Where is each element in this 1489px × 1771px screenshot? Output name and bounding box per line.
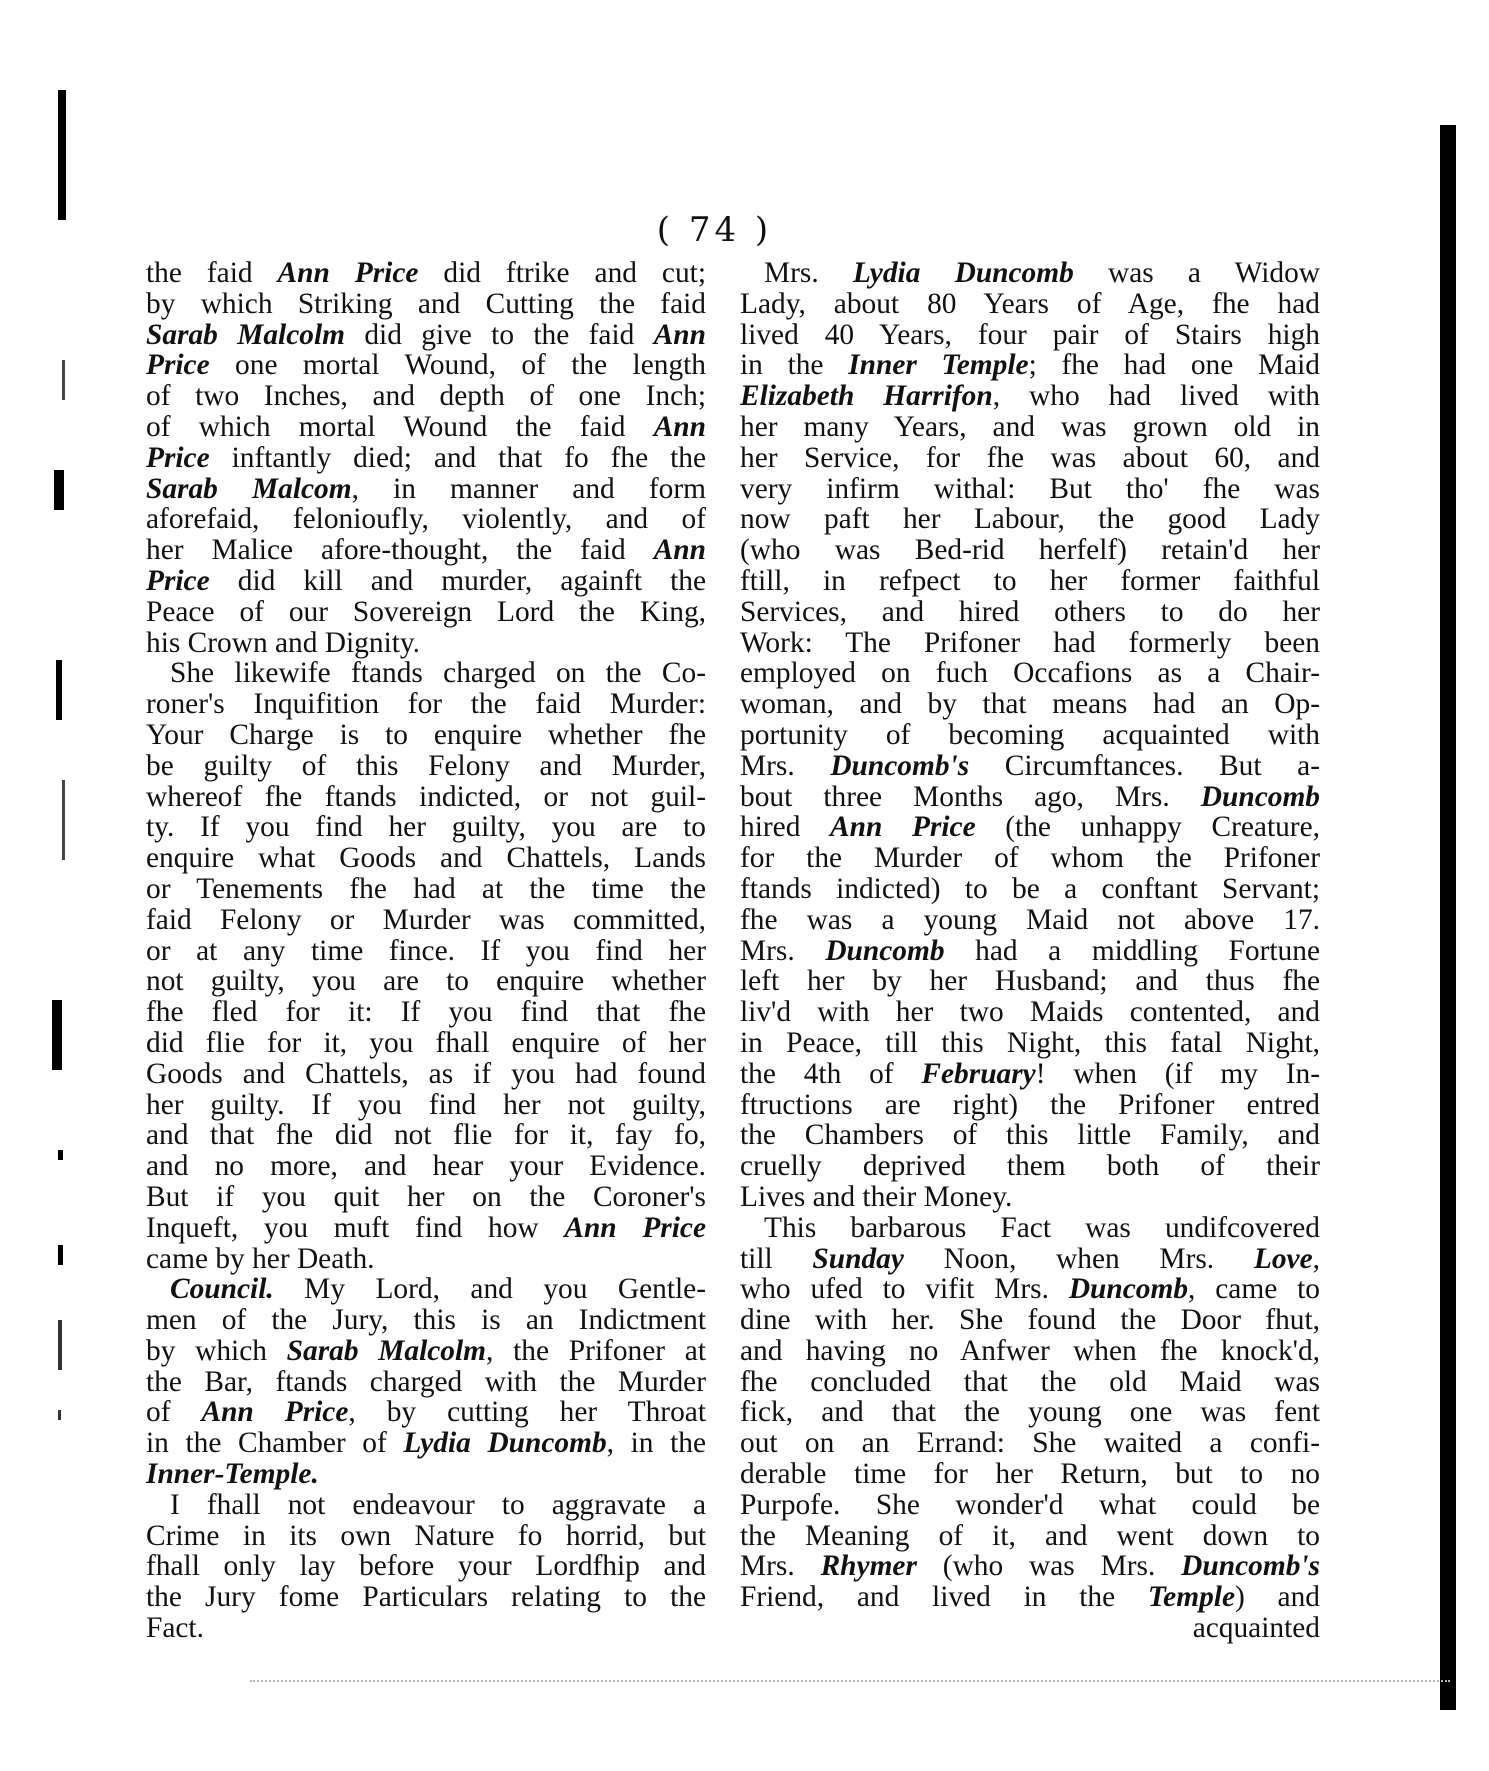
text-line: bout three Months ago, Mrs. Duncomb	[740, 780, 1320, 813]
text-line: I fhall not endeavour to aggravate a	[170, 1488, 706, 1521]
text-line: the Chambers of this little Family, and	[740, 1119, 1320, 1152]
scan-bottom-noise	[250, 1680, 1450, 1686]
text-line: Mrs. Lydia Duncomb was a Widow	[764, 257, 1320, 289]
text-line: woman, and by that means had an Op-	[740, 688, 1320, 721]
right-column	[740, 258, 1320, 1644]
text-line: liv'd with her two Maids contented, and	[740, 996, 1320, 1029]
text-line: aforefaid, felonioufly, violently, and of	[146, 503, 706, 536]
text-line: her Service, for fhe was about 60, and	[740, 441, 1320, 474]
text-line: derable time for her Return, but to no	[740, 1458, 1320, 1491]
text-line: her many Years, and was grown old in	[740, 410, 1320, 443]
text-line: Mrs. Duncomb had a middling Fortune	[740, 934, 1320, 967]
text-line: enquire what Goods and Chattels, Lands	[146, 842, 706, 875]
text-line: Inqueft, you muft find how Ann Price	[146, 1211, 706, 1244]
text-line: ftands indicted) to be a conftant Servant;	[740, 872, 1320, 905]
text-line: fhe was a young Maid not above 17.	[740, 903, 1320, 936]
text-line: fhe fled for it: If you find that fhe	[146, 996, 706, 1029]
text-line: his Crown and Dignity.	[146, 626, 421, 659]
text-line: who ufed to vifit Mrs. Duncomb, came to	[740, 1273, 1321, 1306]
text-line: and that fhe did not flie for it, fay fo,	[146, 1119, 706, 1152]
text-line: lived 40 Years, four pair of Stairs high	[740, 318, 1320, 351]
text-line: be guilty of this Felony and Murder,	[146, 749, 706, 782]
text-line: men of the Jury, this is an Indictment	[146, 1304, 706, 1337]
text-line: her Malice afore-thought, the faid Ann	[146, 534, 706, 567]
text-line: and no more, and hear your Evidence.	[146, 1150, 706, 1183]
page-number: ( 74 )	[656, 210, 773, 250]
text-line: cruelly deprived them both of their	[740, 1150, 1320, 1183]
text-line: fick, and that the young one was fent	[740, 1396, 1320, 1429]
text-line: roner's Inquifition for the faid Murder:	[146, 688, 706, 721]
text-line: Price did kill and murder, againft the	[146, 564, 706, 597]
text-line: the Jury fome Particulars relating to the	[146, 1581, 706, 1614]
text-line: till Sunday Noon, when Mrs. Love,	[740, 1242, 1320, 1275]
text-line: Lives and their Money.	[740, 1180, 1013, 1213]
text-line: Lady, about 80 Years of Age, fhe had	[740, 287, 1320, 320]
text-line: Price one mortal Wound, of the length	[146, 349, 706, 382]
text-line: of two Inches, and depth of one Inch;	[146, 380, 706, 413]
text-line: acquainted	[1192, 1612, 1320, 1645]
text-line: or Tenements fhe had at the time the	[146, 872, 706, 905]
text-line: Crime in its own Nature fo horrid, but	[146, 1519, 706, 1552]
text-line: ftill, in refpect to her former faithful	[740, 564, 1320, 597]
text-line: Friend, and lived in the Temple) and	[740, 1581, 1320, 1614]
text-line: did flie for it, you fhall enquire of her	[146, 1026, 706, 1059]
left-column	[146, 258, 706, 1644]
text-line: She likewife ftands charged on the Co-	[170, 657, 706, 690]
text-line: But if you quit her on the Coroner's	[146, 1180, 706, 1213]
text-line: Sarab Malcom, in manner and form	[146, 472, 707, 505]
text-line: came by her Death.	[146, 1242, 375, 1275]
text-line: fhall only lay before your Lordfhip and	[146, 1550, 706, 1583]
text-line: not guilty, you are to enquire whether	[146, 965, 706, 998]
text-line: for the Murder of whom the Prifoner	[740, 842, 1320, 875]
text-line: of which mortal Wound the faid Ann	[146, 410, 706, 443]
text-line: in the Chamber of Lydia Duncomb, in the	[146, 1427, 706, 1460]
text-line: whereof fhe ftands indicted, or not guil-	[146, 780, 706, 813]
text-line: faid Felony or Murder was committed,	[146, 903, 706, 936]
text-line: by which Sarab Malcolm, the Prifoner at	[146, 1334, 706, 1367]
text-line: employed on fuch Occafions as a Chair-	[740, 657, 1320, 690]
text-line: This barbarous Fact was undifcovered	[764, 1211, 1320, 1244]
text-line: Council. My Lord, and you Gentle-	[170, 1273, 706, 1306]
text-line: Mrs. Rhymer (who was Mrs. Duncomb's	[740, 1550, 1320, 1583]
text-line: very infirm withal: But tho' fhe was	[740, 472, 1320, 505]
text-line: in Peace, till this Night, this fatal Night,	[740, 1026, 1320, 1059]
text-line: Inner-Temple.	[146, 1458, 319, 1491]
text-line: Purpofe. She wonder'd what could be	[740, 1488, 1320, 1521]
text-line: of Ann Price, by cutting her Throat	[146, 1396, 706, 1429]
scan-edge-bar-right	[1440, 125, 1456, 1710]
text-line: Services, and hired others to do her	[740, 595, 1320, 628]
text-line: now paft her Labour, the good Lady	[740, 503, 1320, 536]
text-line: left her by her Husband; and thus fhe	[740, 965, 1320, 998]
text-line: (who was Bed-rid herfelf) retain'd her	[740, 534, 1320, 567]
text-line: Your Charge is to enquire whether fhe	[146, 718, 706, 751]
text-line: the Meaning of it, and went down to	[740, 1519, 1320, 1552]
text-line: Goods and Chattels, as if you had found	[146, 1057, 706, 1090]
text-line: the Bar, ftands charged with the Murder	[146, 1365, 706, 1398]
text-line: hired Ann Price (the unhappy Creature,	[740, 811, 1320, 844]
text-line: and having no Anfwer when fhe knock'd,	[740, 1334, 1320, 1367]
text-line: ty. If you find her guilty, you are to	[146, 811, 706, 844]
text-line: fhe concluded that the old Maid was	[740, 1365, 1320, 1398]
scan-edge-marks-left	[44, 80, 74, 1440]
text-line: dine with her. She found the Door fhut,	[740, 1304, 1320, 1337]
text-line: in the Inner Temple; fhe had one Maid	[740, 349, 1321, 382]
text-line: Peace of our Sovereign Lord the King,	[146, 595, 706, 628]
text-line: ftructions are right) the Prifoner entred	[740, 1088, 1320, 1121]
text-line: portunity of becoming acquainted with	[740, 718, 1320, 751]
text-line: Price inftantly died; and that fo fhe the	[146, 441, 706, 474]
text-line: Elizabeth Harrifon, who had lived with	[740, 380, 1321, 413]
text-line: her guilty. If you find her not guilty,	[146, 1088, 706, 1121]
text-line: the 4th of February! when (if my In-	[740, 1057, 1320, 1090]
text-line: Mrs. Duncomb's Circumftances. But a-	[740, 749, 1320, 782]
text-line: by which Striking and Cutting the faid	[146, 287, 706, 320]
text-line: Sarab Malcolm did give to the faid Ann	[146, 318, 706, 351]
text-line: out on an Errand: She waited a confi-	[740, 1427, 1320, 1460]
text-line: Work: The Prifoner had formerly been	[740, 626, 1320, 659]
text-line: or at any time fince. If you find her	[146, 934, 706, 967]
text-line: Fact.	[146, 1612, 204, 1645]
text-line: the faid Ann Price did ftrike and cut;	[146, 257, 706, 289]
